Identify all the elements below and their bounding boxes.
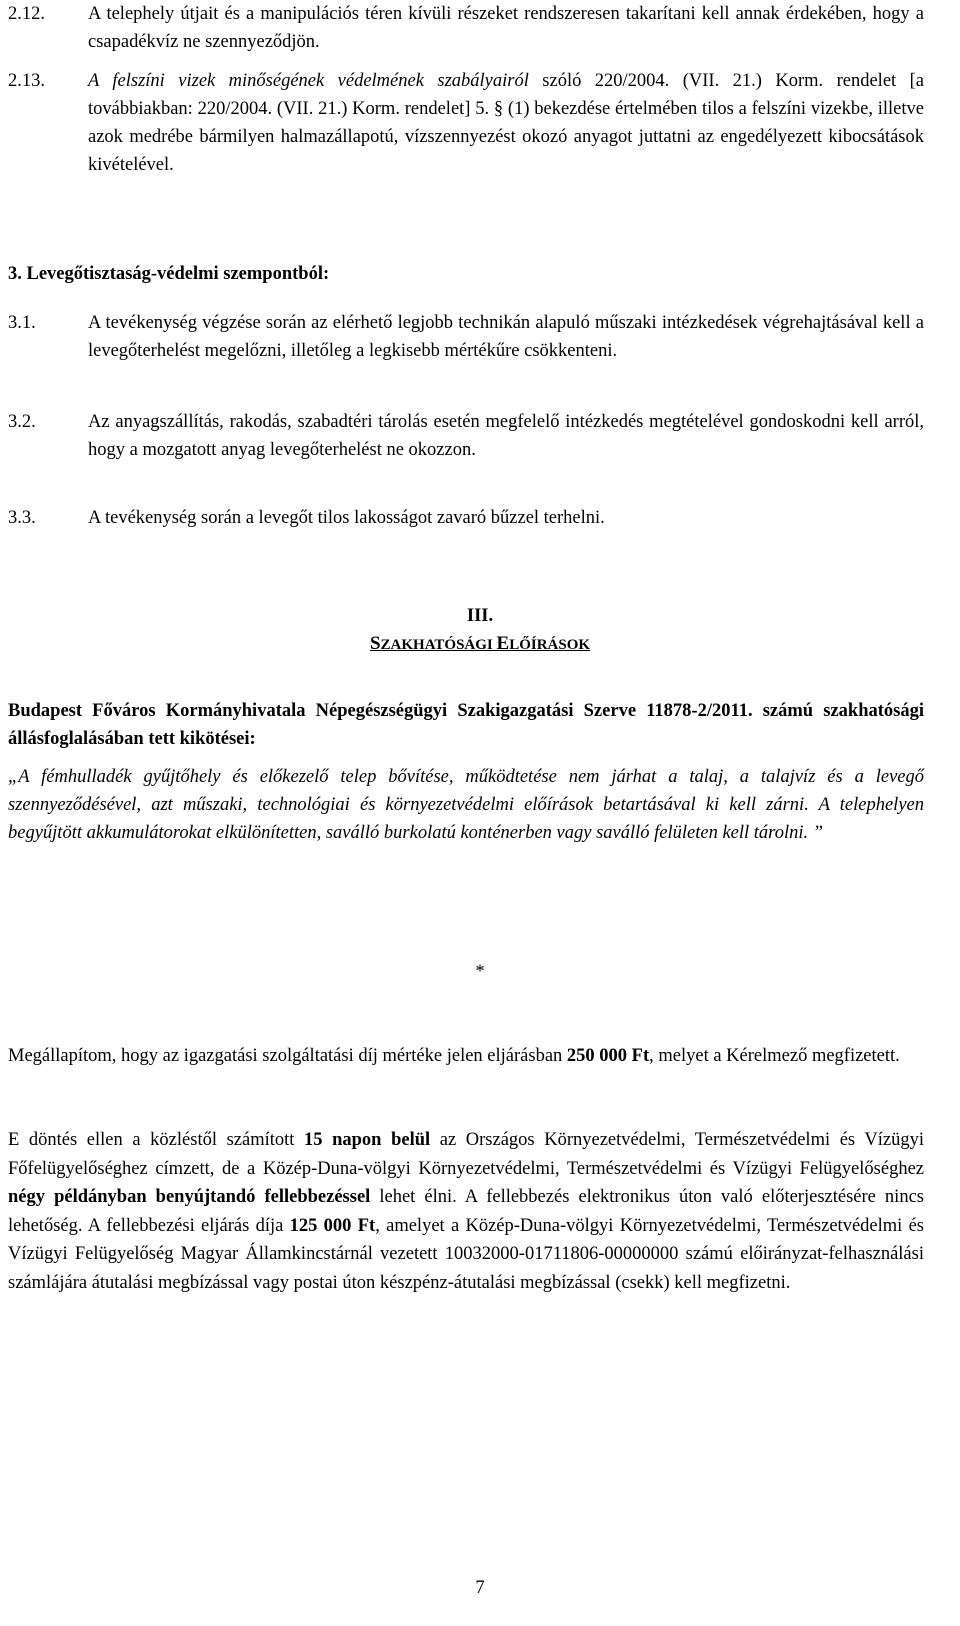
section-title: SZAKHATÓSÁGI ELŐÍRÁSOK bbox=[369, 633, 591, 654]
paragraph-number: 3.2. bbox=[8, 412, 36, 432]
appeal-paragraph: E döntés ellen a közléstől számított 15 napon belül az Országos Környezetvédelmi, Természetvédelmi és Vízügyi Főfelügyelőséghez címzett, de a Közép-Duna-völgyi Környezetvédelmi, Természetvédelmi és Vízügyi Felügyelőséghez négy példányban benyújtandó fellebbezéssel lehet élni. A fellebbezés elektronikus úton való előterjesztésére nincs lehetőség. A fellebbezési eljárás díja 125 000 Ft, amelyet a Közép-Duna-völgyi Környezetvédelmi, Természetvédelmi és Vízügyi Felügyelőség Magyar Államkincstárnál vezetett 10032000-01711806-00000000 számú előirányzat-felhasználási számlájára átutalási megbízással vagy postai úton készpénz-átutalási megbízással (csekk) kell megfizetni. bbox=[8, 1130, 924, 1293]
paragraph-body: szóló 220/2004. (VII. 21.) Korm. rendelet [a továbbiakban: 220/2004. (VII. 21.) Korm. rendelet] 5. § (1) bekezdése értelmében tilos a felszíni vizekbe, illetve azok medrébe bármilyen halmazállapotú, vízszennyezést okozó anyagot juttatni az engedélyezett kibocsátások kivételével. bbox=[88, 71, 924, 175]
separator-asterisk: * bbox=[475, 962, 485, 982]
paragraph-number: 3.1. bbox=[8, 313, 36, 333]
page-number: 7 bbox=[475, 1578, 485, 1598]
paragraph-2-12 bbox=[8, 0, 924, 56]
paragraph-text: A telephely útjait és a manipulációs téren kívüli részeket rendszeresen takarítani kell annak érdekében, hogy a csapadékvíz ne szennyeződjön. bbox=[88, 4, 924, 52]
authority-heading: Budapest Főváros Kormányhivatala Népegészségügyi Szakigazgatási Szerve 11878-2/2011. számú szakhatósági állásfoglalásában tett kikötései: bbox=[8, 701, 924, 749]
fee-amount: 250 000 Ft bbox=[566, 1046, 650, 1066]
paragraph-3-1 bbox=[8, 309, 924, 365]
paragraph-text: A tevékenység során a levegőt tilos lakosságot zavaró bűzzel terhelni. bbox=[88, 508, 605, 528]
section-roman-numeral: III. bbox=[466, 606, 494, 626]
paragraph-3-2 bbox=[8, 408, 924, 464]
appeal-fee: 125 000 Ft bbox=[289, 1215, 376, 1236]
fee-paragraph: Megállapítom, hogy az igazgatási szolgáltatási díj mértéke jelen eljárásban 250 000 Ft, melyet a Kérelmező megfizetett. bbox=[8, 1046, 900, 1066]
paragraph-text: A tevékenység végzése során az elérhető legjobb technikán alapuló műszaki intézkedések végrehajtásával kell a levegőterhelést megelőzni, illetőleg a legkisebb mértékűre csökkenteni. bbox=[88, 313, 924, 361]
authority-quote: „A fémhulladék gyűjtőhely és előkezelő telep bővítése, működtetése nem járhat a talaj, a talajvíz és a levegő szennyeződésével, azt műszaki, technológiai és környezetvédelmi előírások betartásával ki kell zárni. A telephelyen begyűjtött akkumulátorokat elkülönítetten, saválló burkolatú konténerben vagy saválló felületen kell tárolni. ” bbox=[8, 767, 924, 843]
paragraph-text: Az anyagszállítás, rakodás, szabadtéri tárolás esetén megfelelő intézkedés megtételével gondoskodni kell arról, hogy a mozgatott anyag levegőterhelést ne okozzon. bbox=[88, 412, 924, 460]
appeal-deadline: 15 napon belül bbox=[304, 1130, 431, 1150]
paragraph-number: 3.3. bbox=[8, 508, 36, 528]
paragraph-3-3 bbox=[8, 504, 924, 532]
paragraph-number: 2.13. bbox=[8, 71, 45, 91]
paragraph-number: 2.12. bbox=[8, 4, 45, 24]
paragraph-text bbox=[88, 67, 924, 179]
paragraph-2-13 bbox=[8, 67, 924, 179]
italic-law-title: A felszíni vizek minőségének védelmének szabályairól bbox=[88, 71, 529, 91]
appeal-copies: négy példányban benyújtandó fellebbezéssel bbox=[8, 1187, 371, 1208]
section-3-heading: 3. Levegőtisztaság-védelmi szempontból: bbox=[8, 264, 330, 284]
